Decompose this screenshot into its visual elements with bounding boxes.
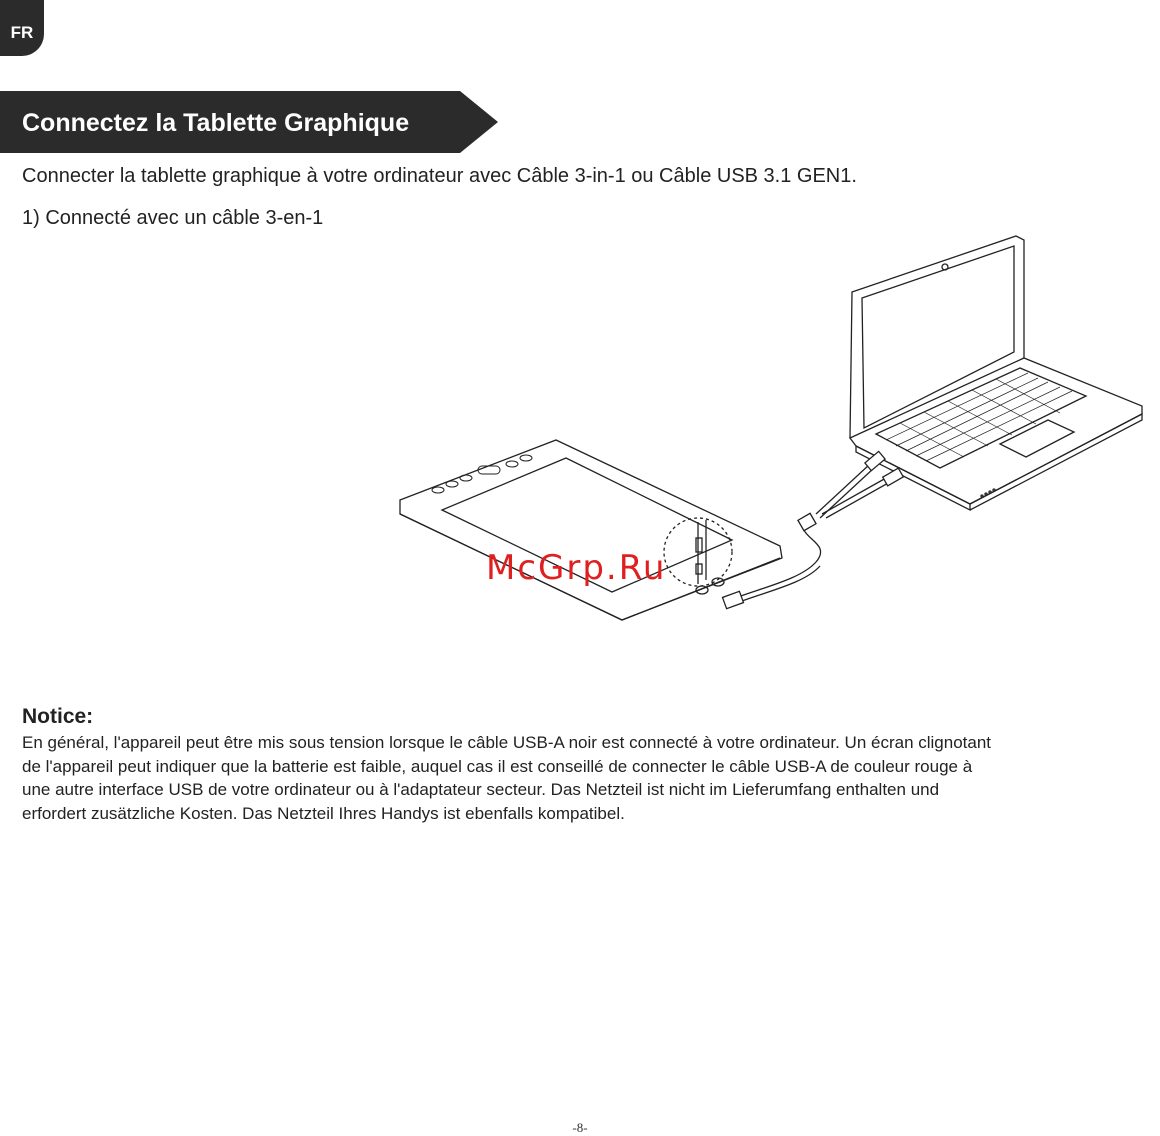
notice-line: En général, l'appareil peut être mis sous tension lorsque le câble USB-A noir est connecté à votre ordinateur. Un écran clignotant xyxy=(22,733,992,752)
section-title-banner xyxy=(0,91,500,153)
watermark: McGrp.Ru xyxy=(486,548,667,588)
intro-text: Connecter la tablette graphique à votre ordinateur avec Câble 3-in-1 ou Câble USB 3.1 GEN1. xyxy=(22,165,857,187)
laptop-icon xyxy=(850,236,1142,510)
step-1-heading: 1) Connecté avec un câble 3-en-1 xyxy=(22,207,324,229)
tablet-icon xyxy=(400,440,782,620)
notice-line: une autre interface USB de votre ordinateur ou à l'adaptateur secteur. Das Netzteil ist nicht im Lieferumfang enthalten und xyxy=(22,780,940,799)
section-title: Connectez la Tablette Graphique xyxy=(22,109,410,137)
notice-body xyxy=(22,731,1160,825)
cable-3-in-1-icon xyxy=(722,451,903,608)
notice-line: erfordert zusätzliche Kosten. Das Netzteil Ihres Handys ist ebenfalls kompatibel. xyxy=(22,803,625,823)
language-tab: FR xyxy=(0,0,44,56)
page-number: -8- xyxy=(572,1120,588,1135)
notice-heading: Notice: xyxy=(22,705,94,728)
notice-line: de l'appareil peut indiquer que la batterie est faible, auquel cas il est conseillé de connecter le câble USB-A de couleur rouge à xyxy=(22,756,973,776)
